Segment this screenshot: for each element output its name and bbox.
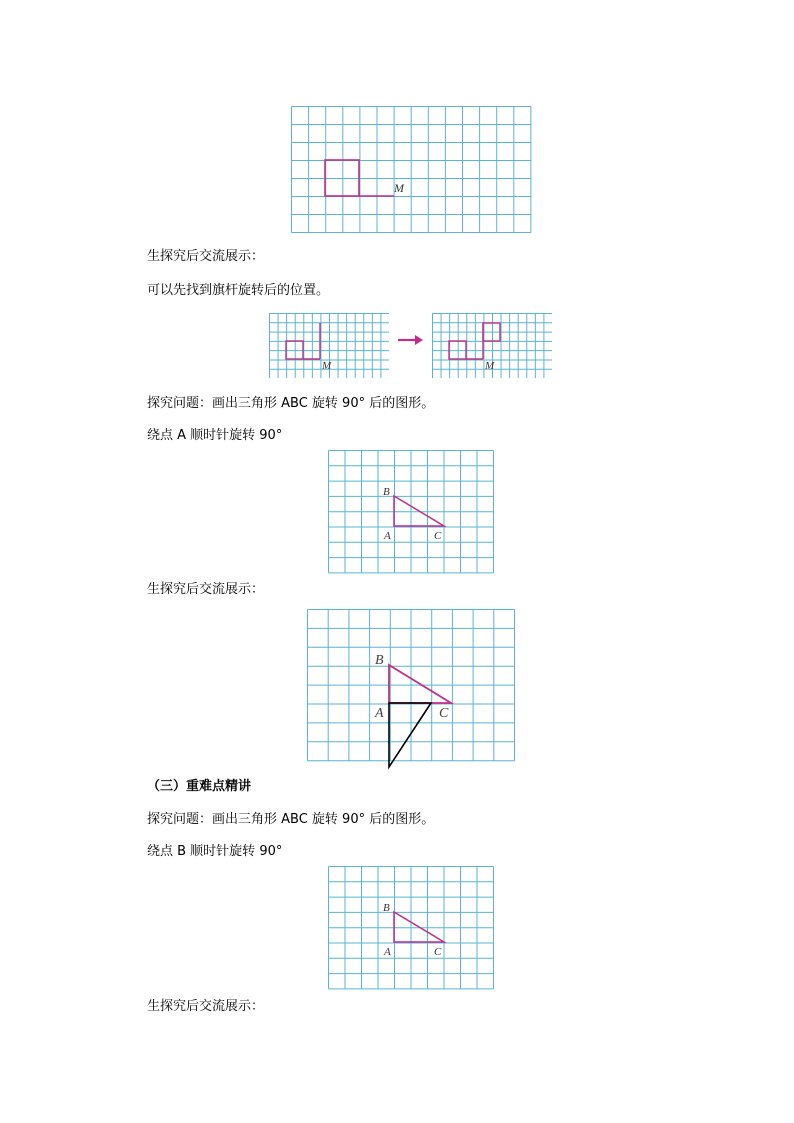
- label-c-large: C: [439, 706, 449, 721]
- label-b-2: B: [383, 902, 390, 914]
- flag-before-figure: [269, 313, 389, 378]
- text-line-7: 绕点 B 顺时针旋转 90°: [147, 844, 283, 859]
- section-heading: （三）重难点精讲: [147, 779, 252, 794]
- text-line-4: 绕点 A 顺时针旋转 90°: [147, 428, 283, 443]
- grid-lines: [292, 107, 531, 233]
- label-a-large: A: [375, 706, 384, 721]
- flag-after-figure: [432, 313, 552, 378]
- flag-square-after-old: [449, 341, 466, 359]
- text-line-6: 探究问题：画出三角形 ABC 旋转 90° 后的图形。: [147, 812, 435, 827]
- label-a-2: A: [384, 946, 391, 958]
- label-c-2: C: [434, 946, 442, 958]
- label-b-large: B: [375, 653, 384, 668]
- point-m-label-after: M: [485, 360, 495, 372]
- triangle-abc: [394, 496, 444, 526]
- label-c: C: [434, 530, 442, 542]
- arrow-right-icon: [396, 333, 424, 347]
- text-line-3: 探究问题：画出三角形 ABC 旋转 90° 后的图形。: [147, 396, 435, 411]
- point-m-label-before: M: [322, 360, 332, 372]
- flag-square-before: [286, 341, 303, 359]
- triangle-figure-a: [328, 450, 495, 574]
- text-line-8: 生探究后交流展示：: [147, 999, 265, 1014]
- text-line-2: 可以先找到旗杆旋转后的位置。: [147, 283, 330, 298]
- triangle-rotated: [389, 703, 431, 767]
- label-b: B: [383, 486, 390, 498]
- label-a: A: [384, 530, 391, 542]
- triangle-abc-original: [389, 665, 451, 703]
- text-line-1: 生探究后交流展示：: [147, 249, 265, 264]
- triangle-figure-b: [328, 866, 495, 990]
- triangle-rotated-about-a: [307, 609, 515, 771]
- triangle-abc-2: [394, 912, 444, 942]
- flag-grid-figure: [291, 106, 532, 234]
- point-m-label: M: [394, 181, 404, 195]
- text-line-5: 生探究后交流展示：: [147, 582, 265, 597]
